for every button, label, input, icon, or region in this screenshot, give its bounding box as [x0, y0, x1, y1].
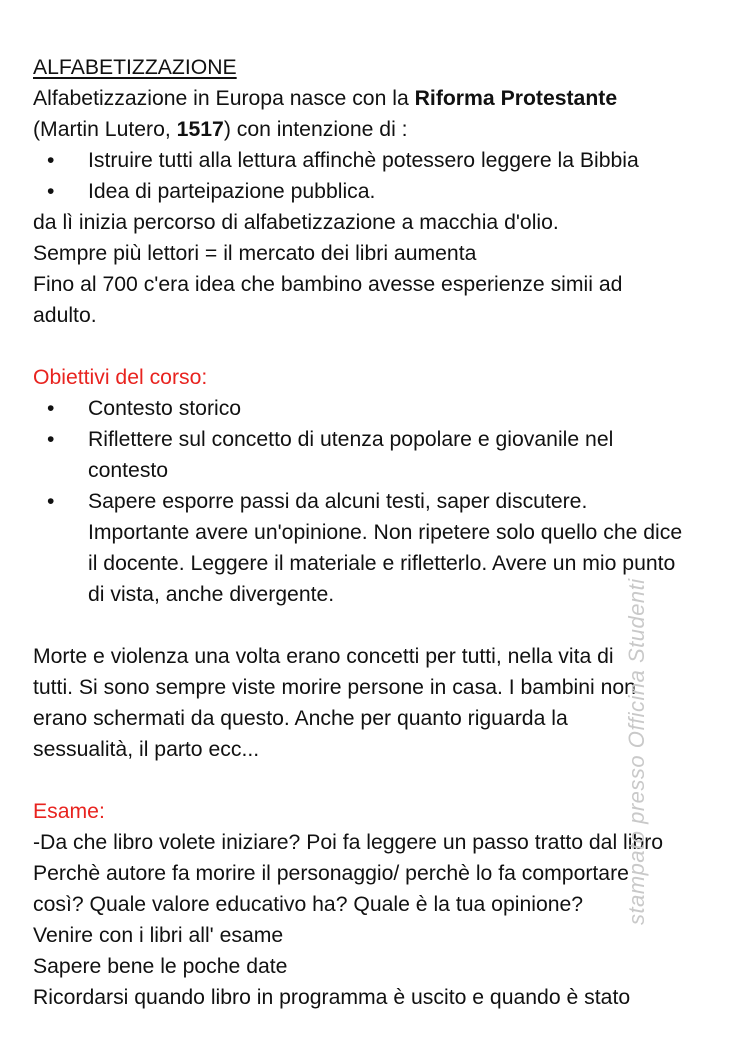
- intro-line-1: [33, 83, 723, 114]
- text-line: Sapere bene le poche date: [33, 955, 288, 978]
- text-line: sessualità, il parto ecc...: [33, 738, 260, 761]
- objectives-heading: Obiettivi del corso:: [33, 366, 208, 389]
- bullet-icon: •: [47, 397, 55, 420]
- list-item: • Idea di parteipazione pubblica.: [33, 176, 723, 207]
- text-line: -Da che libro volete iniziare? Poi fa leggere un passo tratto dal libro: [33, 831, 664, 854]
- text-line: tutti. Si sono sempre viste morire persone in casa. I bambini non: [33, 676, 636, 699]
- intro-text: (Martin Lutero,: [33, 118, 177, 141]
- document-page: [33, 52, 723, 1013]
- intro-text: ) con intenzione di :: [223, 118, 408, 141]
- text-line: Venire con i libri all' esame: [33, 924, 284, 947]
- objectives-bullet-list: [33, 393, 723, 610]
- text-line: Perchè autore fa morire il personaggio/ perchè lo fa comportare: [33, 862, 629, 885]
- text-line: erano schermati da questo. Anche per quanto riguarda la: [33, 707, 568, 730]
- list-item: • Istruire tutti alla lettura affinchè potessero leggere la Bibbia: [33, 145, 723, 176]
- bullet-icon: •: [47, 428, 55, 451]
- intro-bullet-list: [33, 145, 723, 207]
- text-line: adulto.: [33, 304, 97, 327]
- spacer: [33, 331, 723, 362]
- intro-text: Alfabetizzazione in Europa nasce con la: [33, 87, 415, 110]
- text-line: Fino al 700 c'era idea che bambino avesse esperienze simii ad: [33, 273, 623, 296]
- exam-heading: Esame:: [33, 800, 105, 823]
- spacer: [33, 610, 723, 641]
- watermark: stampato presso Officina Studenti: [624, 578, 649, 925]
- text-line: Ricordarsi quando libro in programma è uscito e quando è stato: [33, 986, 631, 1009]
- list-item: • Riflettere sul concetto di utenza popolare e giovanile nel contesto: [33, 424, 723, 486]
- text-line: da lì inizia percorso di alfabetizzazione a macchia d'olio.: [33, 211, 559, 234]
- list-item: • Sapere esporre passi da alcuni testi, saper discutere. Importante avere un'opinione. Non ripetere solo quello che dice il docente. Leggere il materiale e rifletterlo. Avere un mio punto di vista, anche divergente.: [33, 486, 723, 610]
- text-line: Morte e violenza una volta erano concetti per tutti, nella vita di: [33, 645, 614, 668]
- bullet-icon: •: [47, 149, 55, 172]
- text-line: Sempre più lettori = il mercato dei libri aumenta: [33, 242, 477, 265]
- intro-line-2: [33, 114, 723, 145]
- text-line: così? Quale valore educativo ha? Quale è la tua opinione?: [33, 893, 584, 916]
- intro-bold-term: Riforma Protestante: [414, 87, 618, 110]
- section-title: ALFABETIZZAZIONE: [33, 56, 237, 79]
- bullet-icon: •: [47, 180, 55, 203]
- list-item: • Contesto storico: [33, 393, 723, 424]
- bullet-icon: •: [47, 490, 55, 513]
- spacer: [33, 765, 723, 796]
- intro-bold-year: 1517: [176, 118, 224, 141]
